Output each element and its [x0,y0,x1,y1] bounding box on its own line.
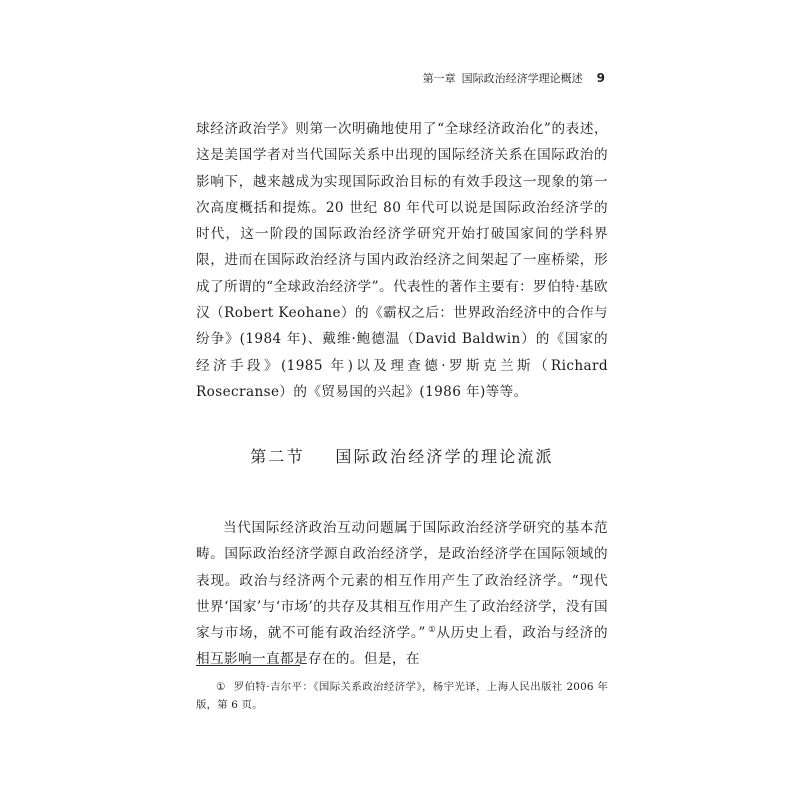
footnote-text: 罗伯特·吉尔平：《国际关系政治经济学》，杨宇光译，上海人民出版社 2006 年版，第 6 页。 [196,681,609,711]
chapter-title: 国际政治经济学理论概述 [461,72,583,85]
footnote-reference[interactable]: ① [427,624,437,635]
chapter-label: 第一章 [422,72,456,85]
paragraph-continuation: 球经济政治学》则第一次明确地使用了“全球经济政治化”的表述，这是美国学者对当代国际关系中出现的国际经济关系在国际政治的影响下，越来越成为实现国际政治目标的有效手段这一现象的第一次高度概括和提炼。20 世纪 80 年代可以说是国际政治经济学的时代，这一阶段的国际政治经济学研究开始打破国家间的学科界限，进而在国际政治经济与国内政治经济之间架起了一座桥梁，形成了所谓的“全球政治经济学”。代表性的著作主要有：罗伯特·基欧汉（Robert Keohane）的《霸权之后：世界政治经济中的合作与纷争》(1984 年)、戴维·鲍德温（David Baldwin）的《国家的经济手段》(1985 年)以及理查德·罗斯克兰斯（Richard Rosecranse）的《贸易国的兴起》(1986 年)等等。 [196,121,608,400]
footnote-divider [196,665,300,666]
section-title: 国际政治经济学的理论流派 [335,447,554,466]
page-number: 9 [596,71,605,85]
body-text-bottom [196,515,608,673]
running-header [423,70,605,86]
body-text-top [196,116,608,405]
paragraph-intro-tail: 从历史上看，政治与经济的相互影响一直都是存在的。但是，在 [196,625,608,668]
footnote [196,678,608,714]
section-number: 第二节 [250,447,305,466]
paragraph-intro [196,515,608,673]
paragraph-intro-text: 当代国际经济政治互动问题属于国际政治经济学研究的基本范畴。国际政治经济学源自政治经济学，是政治经济学在国际领域的表现。政治与经济两个元素的相互作用产生了政治经济学。“现代世界‘国家’与‘市场’的共存及其相互作用产生了政治经济学，没有国家与市场，就不可能有政治经济学。” [196,520,608,642]
footnote-number: ① [216,681,226,693]
section-heading [196,444,608,467]
footnote-entry [196,678,608,714]
